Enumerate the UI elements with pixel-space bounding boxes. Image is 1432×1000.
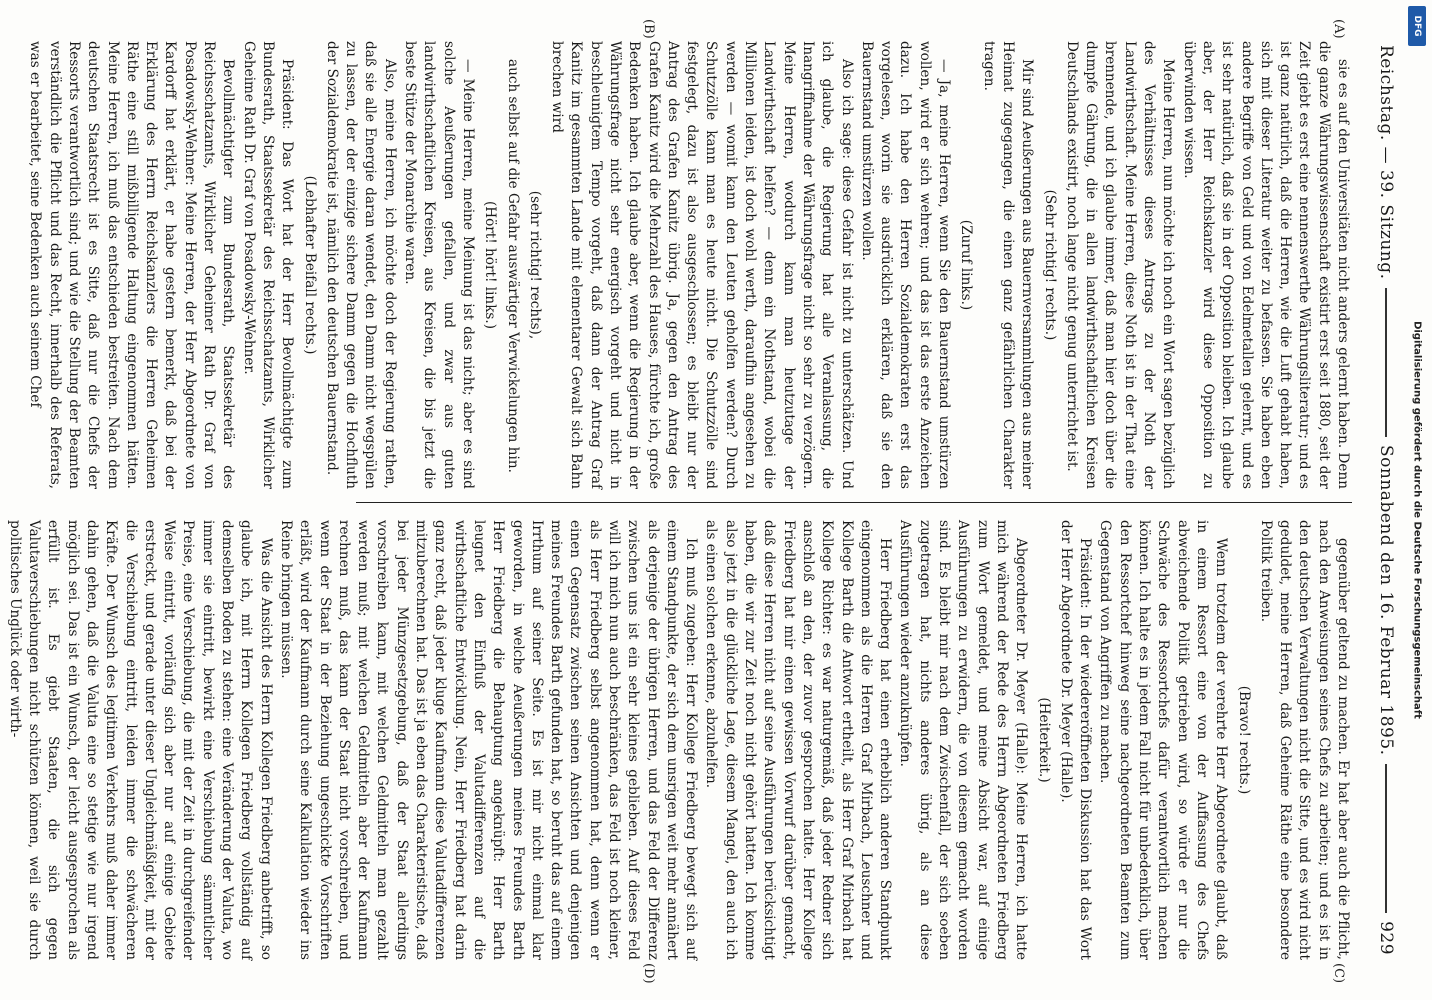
header-date: Sonnabend den 16. Februar 1895. [1376, 445, 1396, 756]
paragraph: Wenn trotzdem der verehrte Herr Abgeordnete glaubt, daß in einem Ressort eine von der Auffassung des Chefs abweichende Politik getrieben wird, so würde er nur die Schwäche des Ressortchefs dafür verantwortlich machen können. Ich halte es in jedem Fall nicht für unbedenklich, über den Ressortchef hinweg seine nachgeordneten Beamten zum Gegenstand von Angriffen zu machen. [1097, 520, 1230, 960]
rotated-page-content [6, 15, 1416, 985]
paragraph: (Lebhafter Beifall rechts.) [301, 175, 318, 355]
dfg-logo: DFG [1408, 6, 1426, 46]
paragraph: Bevollmächtigter zum Bundesrath, Staatssekretär des Reichsschatzamts, Wirklicher Geheimer Rath Dr. Graf von Posadowsky-Wehner: Meine Herren, der Herr Abgeordnete von Kardorff hat erklärt, er habe gestern bemerkt, daß bei der Erklärung des Herrn Reichskanzlers die Herren Geheimen Räthe eine still mißbilligende Haltung eingenommen hätten. Meine Herren, ich muß das entschieden bestreiten. Nach dem deutschen Staatsrecht ist es Sitte, daß nur die Chefs der Ressorts verantwortlich sind; und wie die Stellung der Beamten verständlich die Pflicht und das Recht, innerhalb des Referats, was er bearbeitet, seine Bedenken auch seinem Chef [27, 41, 237, 489]
paragraph: Also, meine Herren, ich möchte doch der Regierung rathen, daß sie alle Energie daran wendet, den Damm nicht wegspülen zu lassen, der der einzige sichere Damm gegen die Hochfluth der Sozialdemokratie ist, nämlich den deutschen Bauernstand. [323, 41, 398, 489]
margin-mark-d: (D) [641, 963, 656, 984]
paragraph: Was die Ansicht des Herrn Kollegen Friedberg anbetrifft, so glaube ich, mit Herrn Kollegen Friedberg vollständig auf demselben Boden zu stehen: eine Veränderung der Valuta, wo immer sie eintritt, bewirkt eine Verschiebung sämmtlicher Preise, eine Verschiebung, die mit der Zeit in durchgreifender Weise eintritt, vorläufig sich aber nur auf einige Gebiete erstreckt, und gerade unter dieser Ungleichmäßigkeit, mit der die Verschiebung eintritt, leiden immer die schwächeren Kräfte. Der Wunsch des legitimen Verkehrs muß daher immer dahin gehen, daß die Valuta eine so stetige wie nur irgend möglich sei. Das ist ein Wunsch, der leicht ausgesprochen als erfüllt ist. Es giebt Staaten, die sich gegen Valutaverschiebungen nicht schützen können, weil sie durch politisches Unglück oder wirth- [6, 520, 274, 960]
paragraph: Meine Herren, nun möchte ich noch ein Wort sagen bezüglich des Verhältnisses dieses Antrags zu der Noth der Landwirthschaft. Meine Herren, diese Noth ist in der That eine brennende, und ich glaube immer, daß man hier doch über die dumpfe Gährung, die in allen landwirthschaftlichen Kreisen Deutschlands existirt, noch lange nicht genug unterrichtet ist. [1063, 41, 1177, 489]
paragraph: Präsident: Das Wort hat der Herr Bevollmächtigte zum Bundesrath, Staatssekretär des Reichsschatzamts, Wirklicher Geheime Rath Dr. Graf von Posadowsky-Wehner. [240, 41, 296, 489]
paragraph: gegenüber geltend zu machen. Er hat aber auch die Pflicht, nach den Anweisungen seines Chefs zu arbeiten; und es ist in den deutschen Verwaltungen nicht die Sitte, und es wird nicht geduldet, meine Herren, daß Geheime Räthe eine besondere Politik treiben. [1257, 520, 1351, 960]
paragraph: (Sehr richtig! rechts.) [1041, 189, 1058, 341]
paragraph: — Ja, meine Herren, wenn Sie den Bauernstand umstürzen wollen, wird er sich wehren; und das ist das erste Anzeichen dazu. Ich habe den Herren Sozialdemokraten erst das vorgelesen, worin sie ausdrücklich erklären, daß sie den Bauernstand umstürzen wollen. [858, 41, 953, 489]
paragraph: (Heiterkeit.) [1035, 697, 1052, 783]
paragraph: Ich muß zugeben: Herr Kollege Friedberg bewegt sich auf einem Standpunkte, der sich dem unsrigen weit mehr annähert als derjenige der übrigen Herren, und das Feld der Differenz zwischen uns ist ein sehr kleines geblieben. Auf dieses Feld will ich mich nun auch beschränken, das Feld ist noch kleiner, als Herr Friedberg selbst angenommen hat, denn wenn er einen Gegensatz zwischen seinen Ansichten und denjenigen meines Freundes Barth gefunden hat, so beruht das auf einem Irrthum auf seiner Seite. Es ist mir nicht einmal klar geworden, in welche Aeußerungen meines Freundes Barth Herr Friedberg die Behauptung angeknüpft: Herr Barth leugnet den Einfluß der Valutadifferenzen auf die wirthschaftliche Entwicklung. Nein, Herr Friedberg hat darin ganz recht, daß jeder kluge Kaufmann diese Valutadifferenzen mitzuberechnen hat. Das ist ja eben das Charakteristische, daß bei jeder Münzgesetzgebung, daß der Staat allerdings vorschreiben kann, mit welchen Geldmitteln man gezahlt werden muß; mit welchen Geldmitteln aber der Kaufmann rechnen muß, das kann der Staat nicht vorschreiben, und wenn der Staat in der Beziehung ungeschickte Vorschriften erläßt, wird der Kaufmann durch seine Kalkulation wieder ins Reine bringen müssen. [277, 520, 700, 960]
paragraph: (Hört! hört! links.) [482, 200, 499, 330]
paragraph: Abgeordneter Dr. Meyer (Halle): Meine Herren, ich hatte mich während der Rede des Herrn Abgeordneten Friedberg zum Wort gemeldet, und meine Absicht war, auf einige Ausführungen zu erwidern, die von diesem gemacht worden sind. Es bleibt mir nach dem Zwischenfall, der sich soeben zugetragen hat, nichts anderes übrig, als an diese Ausführungen wieder anzuknüpfen. [897, 520, 1030, 960]
paragraph: (Zuruf links.) [958, 219, 975, 311]
page-number: 929 [1376, 921, 1396, 956]
margin-mark-b: (B) [641, 19, 656, 39]
paragraph: Also ich sage: diese Gefahr ist nicht zu unterschätzen. Und ich glaube, die Regierung hat alle Veranlassung, die Inangriffnahme der Währungsfrage nicht so sehr zu verzögern. Meine Herren, wodurch kann man heutzutage der Landwirthschaft helfen? — denn ein Nothstand, wobei die Millionen leiden, ist doch wohl werth, daraufhin angesehen zu werden — womit kann den Leuten geholfen werden? Durch Schutzzölle kann man es heute nicht. Die Schutzzölle sind festgelegt, dazu ist also ausgeschlossen; es bleibt nur der Antrag des Grafen Kanitz übrig. Ja, gegen den Antrag des Grafen Kanitz wird die Mehrzahl des Hauses, fürchte ich, große Bedenken haben. Ich glaube aber, wenn die Regierung in der Währungsfrage nicht sehr energisch vorgeht und nicht in beschleunigtem Tempo vorgeht, daß dann der Antrag Graf Kanitz im gesammten Lande mit elementarer Gewalt sich Bahn brechen wird [549, 41, 855, 489]
header-left: Reichstag. — 39. Sitzung. [1376, 45, 1396, 280]
header-rule [1385, 288, 1387, 437]
dfg-sidebar [1408, 0, 1426, 1000]
right-column [6, 520, 1352, 960]
dfg-funding-note: Digitalisierung gefördert durch die Deutsche Forschungsgemeinschaft [1411, 321, 1423, 719]
paragraph: (Bravo! rechts.) [1235, 685, 1252, 795]
left-column [27, 41, 1352, 489]
page-header [1356, 15, 1416, 985]
margin-mark-a: (A) [1331, 19, 1346, 39]
paragraph: — Meine Herren, meine Meinung ist das nicht; aber es sind solche Aeußerungen gefallen, und zwar aus guten landwirthschaftlichen Kreisen, aus Kreisen, die bis jetzt die beste Stütze der Monarchie waren. [402, 41, 476, 489]
paragraph: Herr Friedberg hat einen erheblich anderen Standpunkt eingenommen als die Herren Graf Mirbach, Leuschner und Kollege Barth die Antwort ertheilt, als Herr Graf Mirbach hat Kollege Richter: es war naturgemäß, daß jeder Redner sich anschloß an den, der zuvor gesprochen hatte. Herr Kollege Friedberg hat mir einen gewissen Vorwurf darüber gemacht, daß diese Herren nicht auf seine Ausführungen berücksichtigt haben, die wir zur Zeit noch nicht gehört hatten. Ich komme also jetzt in die glückliche Lage, diesem Mangel, den auch ich als einen solchen erkenne, abzuhelfen. [703, 520, 894, 960]
paragraph: Präsident: In der wiedereröffneten Diskussion hat das Wort der Herr Abgeordnete Dr. Meyer (Halle). [1057, 520, 1094, 960]
margin-mark-c: (C) [1331, 963, 1346, 984]
paragraph: sie es auf den Universitäten nicht anders gelernt haben. Denn die ganze Währungswissenschaft existirt erst seit 1880, seit der Zeit giebt es erst eine nennenswerthe Währungsliteratur; und es ist ganz natürlich, daß die Herren, wie die Luft gehabt haben, sich mit dieser Literatur weiter zu befassen. Sie haben eben andere Begriffe von Geld und von Edelmetallen gelernt, und es ist sehr natürlich, daß sie in der Opposition bleiben. Ich glaube aber, der Herr Reichskanzler wird diese Opposition zu überwinden wissen. [1180, 41, 1351, 489]
paragraph: auch selbst auf die Gefahr auswärtiger Verwickelungen hin. [504, 59, 521, 473]
header-rule-2 [1385, 764, 1387, 913]
column-divider [356, 502, 1352, 503]
paragraph: Mir sind Aeußerungen aus Bauernversammlungen aus meiner Heimat zugegangen, die einen ganz gefährlichen Charakter tragen. [980, 41, 1036, 489]
paragraph: (sehr richtig! rechts), [526, 190, 543, 340]
